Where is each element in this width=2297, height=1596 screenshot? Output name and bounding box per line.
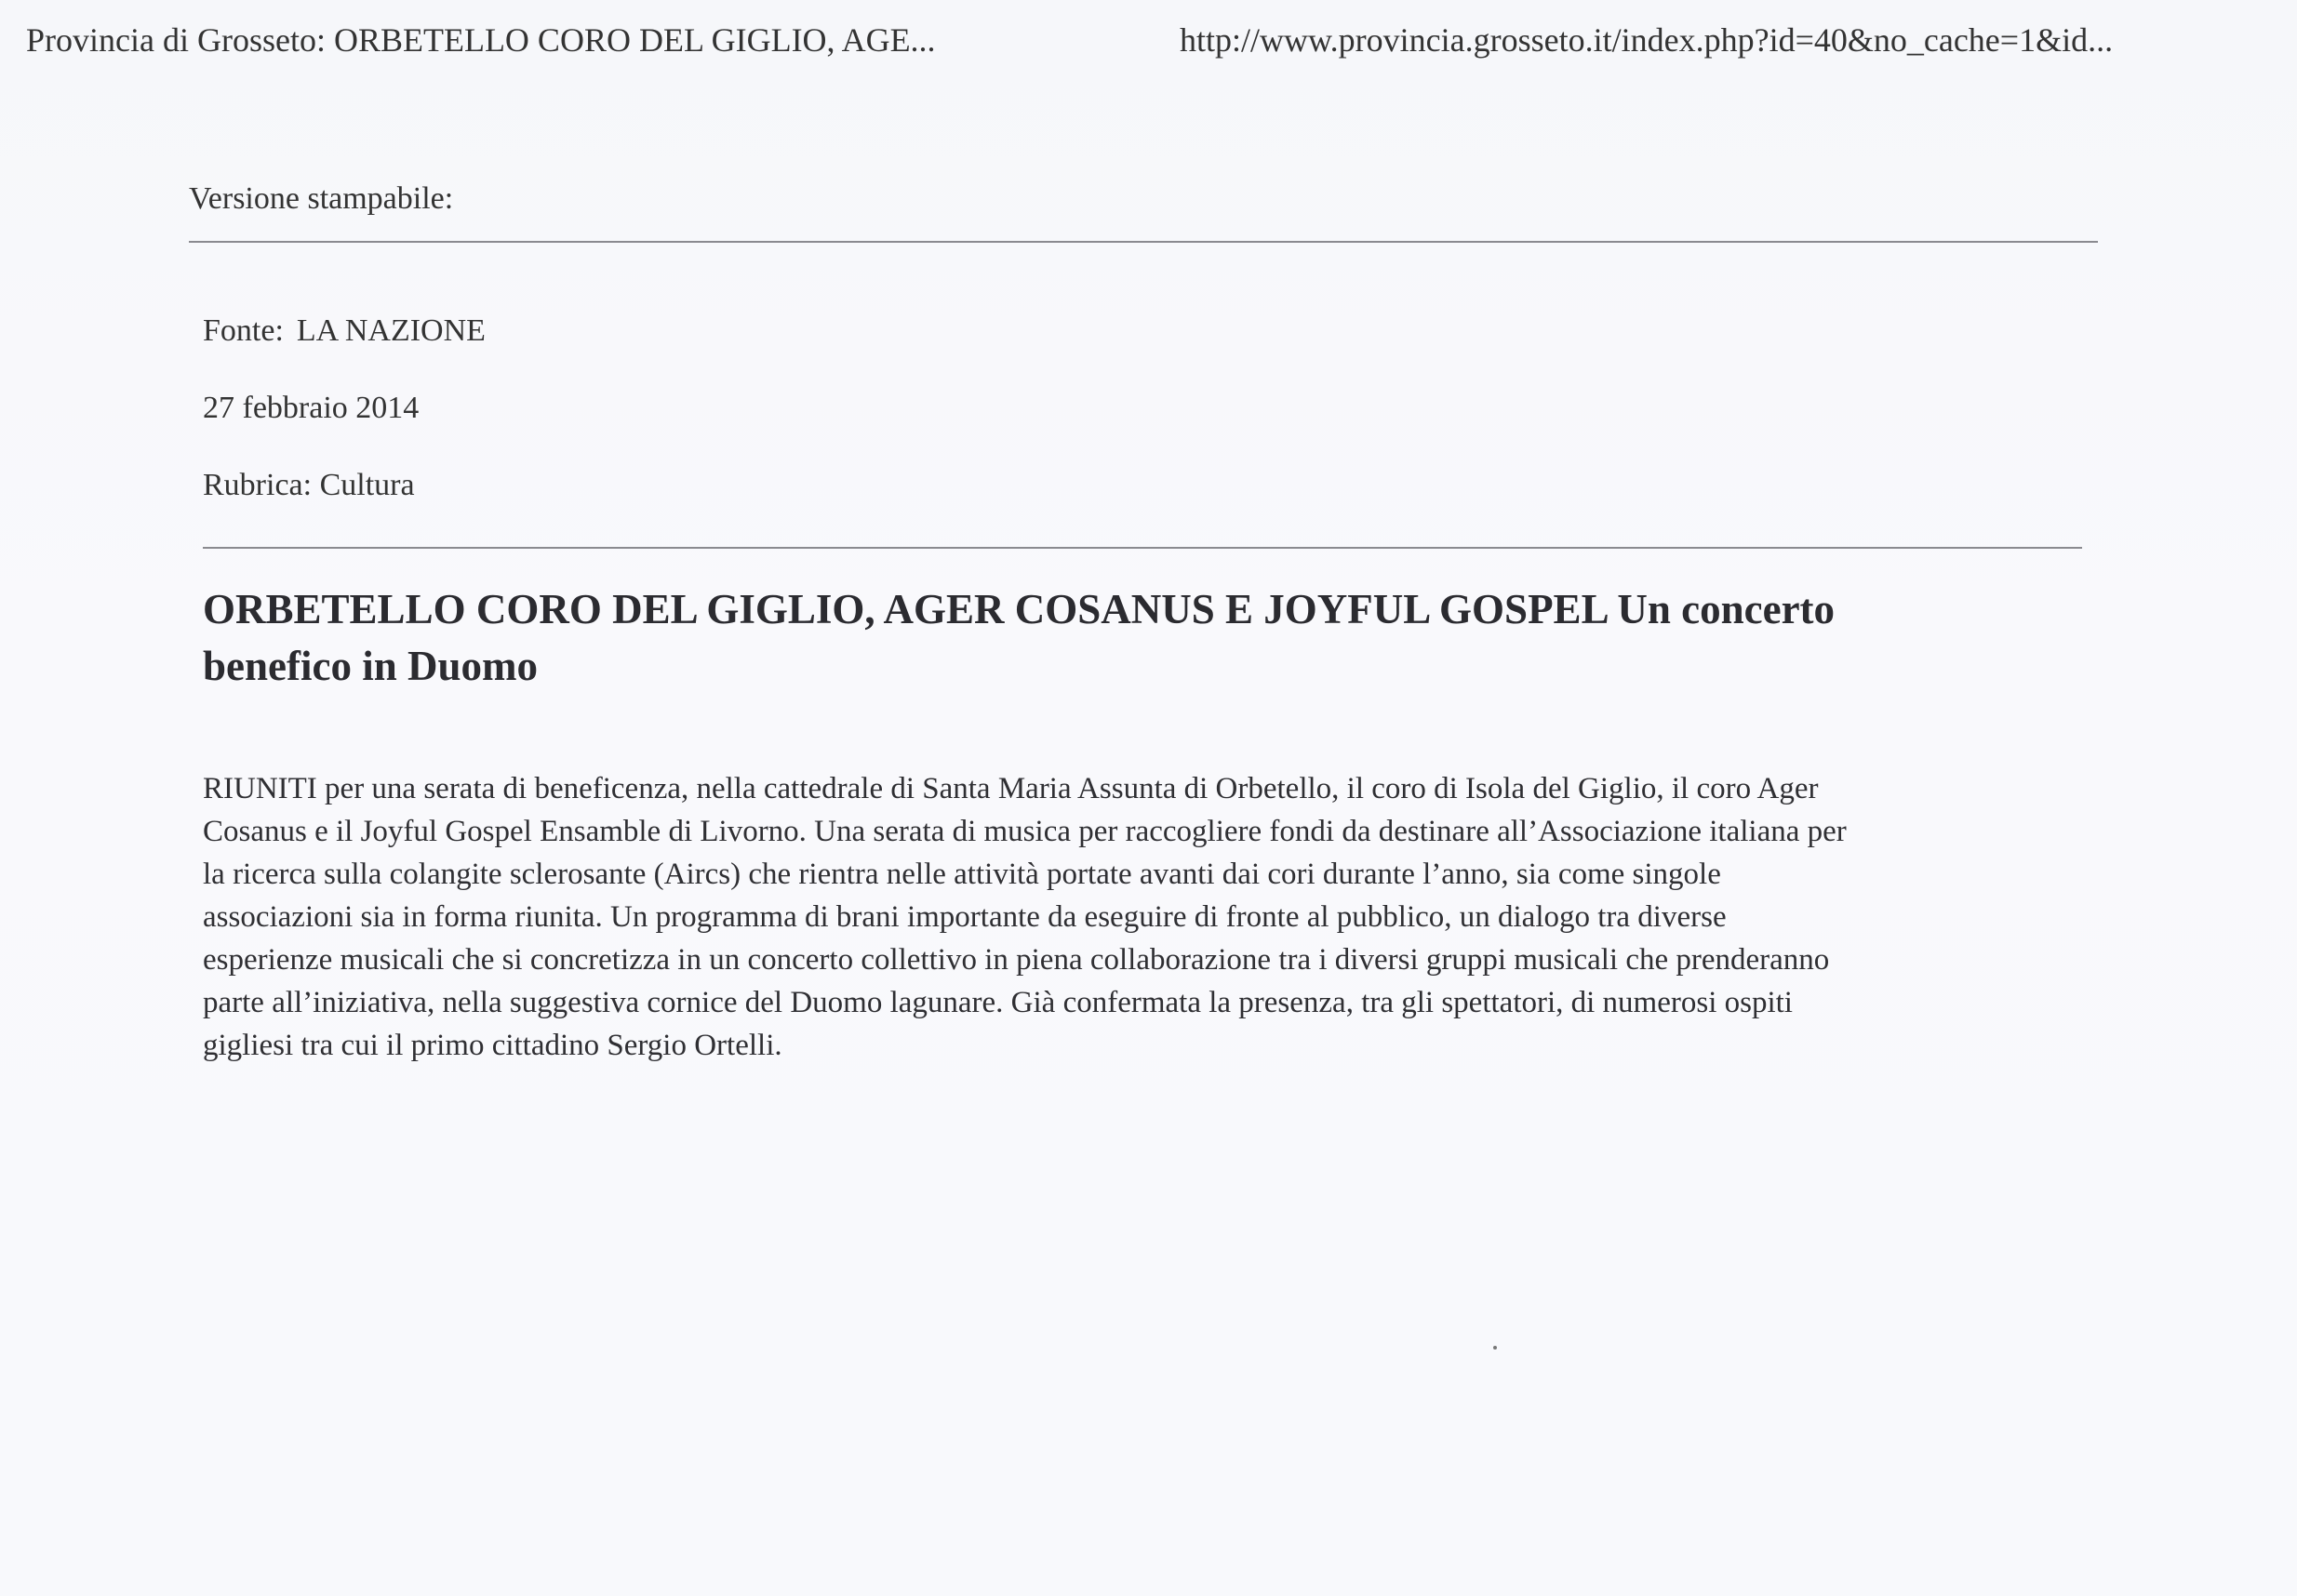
source-label: Fonte: (203, 313, 284, 348)
body-line: la ricerca sulla colangite sclerosante (Aircs) che rientra nelle attività portate avanti dai cori durante l’anno, sia come singole (203, 858, 1721, 891)
article-rubric: Rubrica: Cultura (203, 468, 415, 502)
article-title-line: ORBETELLO CORO DEL GIGLIO, AGER COSANUS E JOYFUL GOSPEL Un concerto (203, 586, 1836, 632)
source-value: LA NAZIONE (296, 313, 486, 348)
article-date: 27 febbraio 2014 (203, 391, 420, 425)
article-title (203, 581, 2082, 695)
print-header (26, 17, 2271, 73)
article-body (203, 767, 2091, 1067)
meta-divider (203, 547, 2082, 549)
top-divider (189, 241, 2098, 243)
article-title-line: benefico in Duomo (203, 643, 538, 689)
paper-speck (1493, 1346, 1497, 1350)
body-line: associazioni sia in forma riunita. Un programma di brani importante da eseguire di fronte al pubblico, un dialogo tra diverse (203, 900, 1727, 934)
header-page-title: Provincia di Grosseto: ORBETELLO CORO DEL GIGLIO, AGE... (26, 21, 936, 59)
body-line: parte all’iniziativa, nella suggestiva cornice del Duomo lagunare. Già confermata la presenza, tra gli spettatori, di numerosi ospiti (203, 986, 1793, 1019)
print-version-label: Versione stampabile: (189, 181, 454, 216)
source-line (203, 313, 486, 349)
body-line: gigliesi tra cui il primo cittadino Sergio Ortelli. (203, 1029, 782, 1062)
body-line: RIUNITI per una serata di beneficenza, nella cattedrale di Santa Maria Assunta di Orbetello, il coro di Isola del Giglio, il coro Ager (203, 772, 1819, 805)
body-line: esperienze musicali che si concretizza in un concerto collettivo in piena collaborazione tra i diversi gruppi musicali che prenderanno (203, 943, 1830, 977)
body-line: Cosanus e il Joyful Gospel Ensamble di Livorno. Una serata di musica per raccogliere fondi da destinare all’Associazione italiana per (203, 815, 1847, 848)
header-url: http://www.provincia.grosseto.it/index.php?id=40&no_cache=1&id... (1180, 21, 2114, 59)
